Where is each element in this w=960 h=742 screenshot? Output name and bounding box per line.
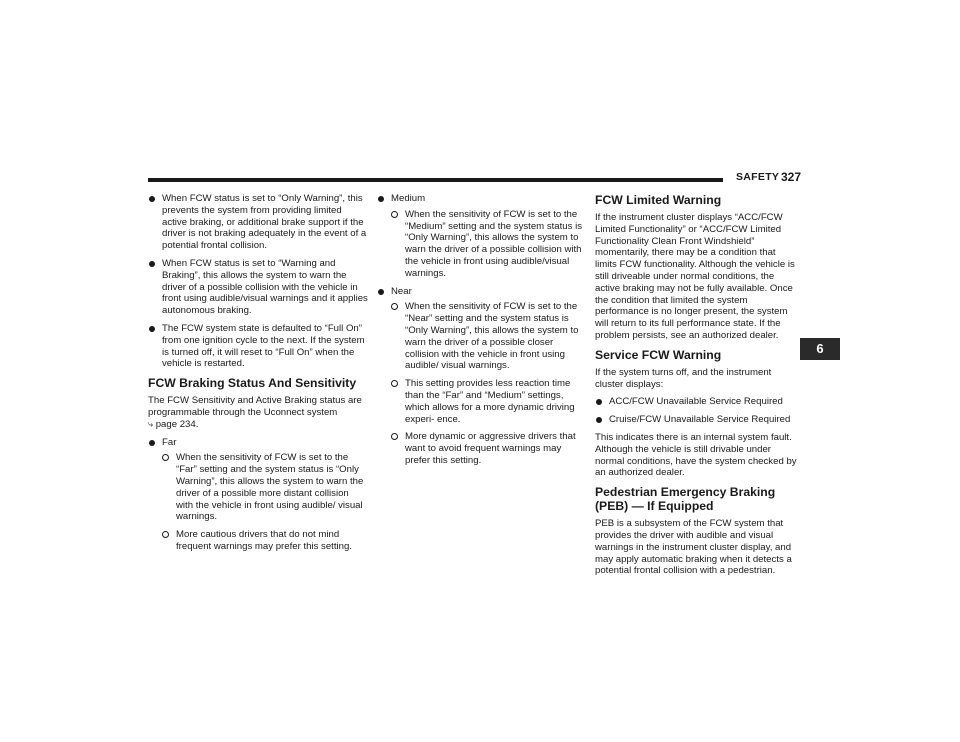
list-item: Cruise/FCW Unavailable Service Required	[595, 414, 800, 426]
page-ref-arrow-icon: ⤷	[148, 418, 154, 429]
section-heading-service-warning: Service FCW Warning	[595, 347, 722, 362]
column-2	[377, 193, 583, 473]
paragraph: If the system turns off, and the instrument cluster displays:	[595, 366, 772, 390]
column-3	[595, 193, 800, 583]
list-item-near: Near	[377, 286, 583, 298]
heading-line: Pedestrian Emergency Braking	[595, 485, 776, 500]
list-item-far: Far	[148, 437, 368, 449]
paragraph	[148, 395, 368, 430]
section-heading-braking-status: FCW Braking Status And Sensitivity	[148, 376, 357, 391]
page-reference-link[interactable]: page 234.	[155, 418, 199, 430]
list-item: The FCW system state is defaulted to “Full On” from one ignition cycle to the next. If the system is turned off, it will reset to “Full On” when the vehicle is restarted.	[148, 323, 368, 370]
list-item-medium: Medium	[377, 193, 583, 205]
sub-list-item: When the sensitivity of FCW is set to the “Medium” setting and the system status is “Only Warning”, this allows the system to warn the driver of a possible collision with the vehicle in front using audible/visual warnings.	[391, 209, 583, 280]
intro-text: The FCW Sensitivity and Active Braking status are programmable through the Uconnect system	[148, 395, 362, 418]
paragraph: If the instrument cluster displays “ACC/FCW Limited Functionality” or “ACC/FCW Limited Functionality Clean Front Windshield” momentarily, there may be a condition that limits FCW functionality. Although the vehicle is still driveable under normal conditions, the active braking may not be fully available. Once the condition that limited the system performance is no longer present, the system will return to its full performance state. If the problem persists, see an authorized dealer.	[595, 212, 795, 341]
page-number: 327	[781, 170, 802, 184]
chapter-tab: 6	[800, 338, 840, 360]
header-rule	[148, 178, 723, 182]
paragraph: PEB is a subsystem of the FCW system that provides the driver with audible and visual warnings in the instrument cluster display, and may apply automatic braking when it detects a potential frontal collision with a pedestrian.	[595, 518, 792, 577]
list-item: ACC/FCW Unavailable Service Required	[595, 396, 800, 408]
list-item: When FCW status is set to “Only Warning”, this prevents the system from providing limited active braking, or additional brake support if the driver is not braking adequately in the event of a potential frontal collision.	[148, 193, 368, 252]
sub-list-item: More cautious drivers that do not mind frequent warnings may prefer this setting.	[162, 529, 368, 553]
section-title: SAFETY	[736, 171, 780, 183]
sub-list-item: When the sensitivity of FCW is set to the “Near” setting and the system status is “Only Warning”, this allows the system to warn the driver of a possible closer collision with the vehicle in front using audible/ visual warnings.	[391, 301, 583, 372]
heading-line: (PEB) — If Equipped	[595, 499, 714, 514]
sub-list-item: More dynamic or aggressive drivers that want to avoid frequent warnings may prefer this setting.	[391, 431, 583, 466]
paragraph: This indicates there is an internal system fault. Although the vehicle is still drivable under normal conditions, have the system checked by an authorized dealer.	[595, 431, 797, 479]
sub-list-item: When the sensitivity of FCW is set to the “Far” setting and the system status is “Only Warning”, this allows the system to warn the driver of a possible more distant collision with the vehicle in front using audible/ visual warnings.	[162, 452, 368, 523]
sub-list-item: This setting provides less reaction time than the “Far” and “Medium” settings, which allows for a more dynamic driving experi- ence.	[391, 378, 583, 425]
list-item: When FCW status is set to “Warning and Braking”, this allows the system to warn the driver of a possible collision with the vehicle in front using audible/visual warnings and it applies autonomous braking.	[148, 258, 368, 317]
section-heading-peb	[595, 485, 800, 513]
section-heading-limited-warning: FCW Limited Warning	[595, 193, 722, 207]
column-1	[148, 193, 368, 559]
